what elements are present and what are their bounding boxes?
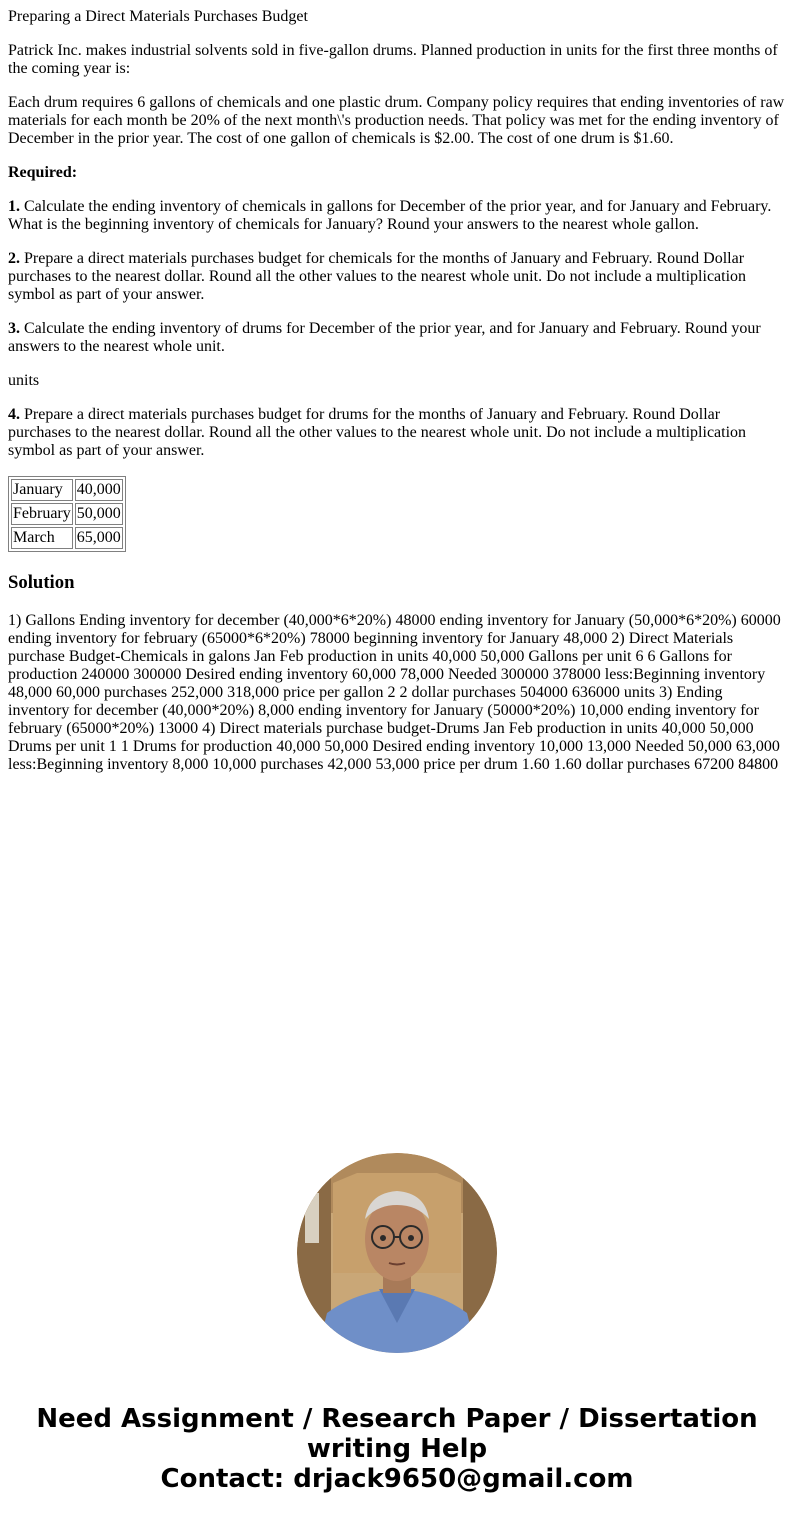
author-avatar bbox=[297, 1153, 497, 1353]
policy-paragraph: Each drum requires 6 gallons of chemicals and one plastic drum. Company policy requires that ending inventories of raw materials for each month be 20% of the next month\'s production needs. That policy was met for the ending inventory of December in the prior year. The cost of one gallon of chemicals is $2.00. The cost of one drum is $1.60. bbox=[8, 94, 785, 147]
units-label: units bbox=[8, 372, 40, 389]
document-body bbox=[8, 8, 786, 790]
table-row bbox=[11, 503, 123, 525]
question-number: 4. bbox=[8, 406, 20, 423]
question-text: Prepare a direct materials purchases budget for chemicals for the months of January and February. Round Dollar purchases to the nearest dollar. Round all the other values to the nearest whole unit. Do not include a multiplication symbol as part of your answer. bbox=[8, 250, 747, 303]
table-row bbox=[11, 527, 123, 549]
intro-paragraph: Patrick Inc. makes industrial solvents sold in five-gallon drums. Planned production in units for the first three months of the coming year is: bbox=[8, 42, 778, 77]
table-row bbox=[11, 479, 123, 501]
month-cell: January bbox=[11, 479, 73, 501]
promo-line-contact: Contact: drjack9650@gmail.com bbox=[160, 1464, 634, 1494]
question-4 bbox=[8, 406, 786, 460]
solution-text: 1) Gallons Ending inventory for december (40,000*6*20%) 48000 ending inventory for January (50,000*6*20%) 60000 ending inventory for february (65000*6*20%) 78000 beginning inventory for January 48,000 2) Direct Materials purchase Budget-Chemicals in galons Jan Feb production in units 40,000 50,000 Gallons per unit 6 6 Gallons for production 240000 300000 Desired ending inventory 60,000 78,000 Needed 300000 378000 less:Beginning inventory 48,000 60,000 purchases 252,000 318,000 price per gallon 2 2 dollar purchases 504000 636000 units 3) Ending inventory for december (40,000*20%) 8,000 ending inventory for January (50000*20%) 10,000 ending inventory for february (65000*20%) 13000 4) Direct materials purchase budget-Drums Jan Feb production in units 40,000 50,000 Drums per unit 1 1 Drums for production 40,000 50,000 Desired ending inventory 10,000 13,000 Needed 50,000 63,000 less:Beginning inventory 8,000 10,000 purchases 42,000 53,000 price per drum 1.60 1.60 dollar purchases 67200 84800 bbox=[8, 612, 781, 773]
question-1 bbox=[8, 198, 786, 234]
question-number: 3. bbox=[8, 320, 20, 337]
month-cell: March bbox=[11, 527, 73, 549]
units-cell: 50,000 bbox=[75, 503, 123, 525]
question-number: 2. bbox=[8, 250, 20, 267]
required-label: Required: bbox=[8, 164, 78, 181]
question-text: Calculate the ending inventory of drums for December of the prior year, and for January and February. Round your answers to the nearest whole unit. bbox=[8, 320, 761, 355]
promo-line-help: Need Assignment / Research Paper / Dissertation writing Help bbox=[36, 1404, 758, 1464]
question-text: Calculate the ending inventory of chemicals in gallons for December of the prior year, and for January and February. What is the beginning inventory of chemicals for January? Round your answers to the nearest whole gallon. bbox=[8, 198, 772, 233]
units-cell: 40,000 bbox=[75, 479, 123, 501]
question-text: Prepare a direct materials purchases budget for drums for the months of January and February. Round Dollar purchases to the nearest dollar. Round all the other values to the nearest whole unit. Do not include a multiplication symbol as part of your answer. bbox=[8, 406, 747, 459]
required-heading bbox=[8, 164, 786, 182]
month-cell: February bbox=[11, 503, 73, 525]
units-cell: 65,000 bbox=[75, 527, 123, 549]
solution-heading: Solution bbox=[8, 572, 75, 593]
question-3 bbox=[8, 320, 786, 356]
avatar-portrait bbox=[297, 1153, 497, 1353]
document-title: Preparing a Direct Materials Purchases Budget bbox=[8, 8, 308, 25]
question-number: 1. bbox=[8, 198, 20, 215]
production-table bbox=[8, 476, 126, 552]
promo-banner bbox=[0, 1404, 794, 1494]
question-2 bbox=[8, 250, 786, 304]
